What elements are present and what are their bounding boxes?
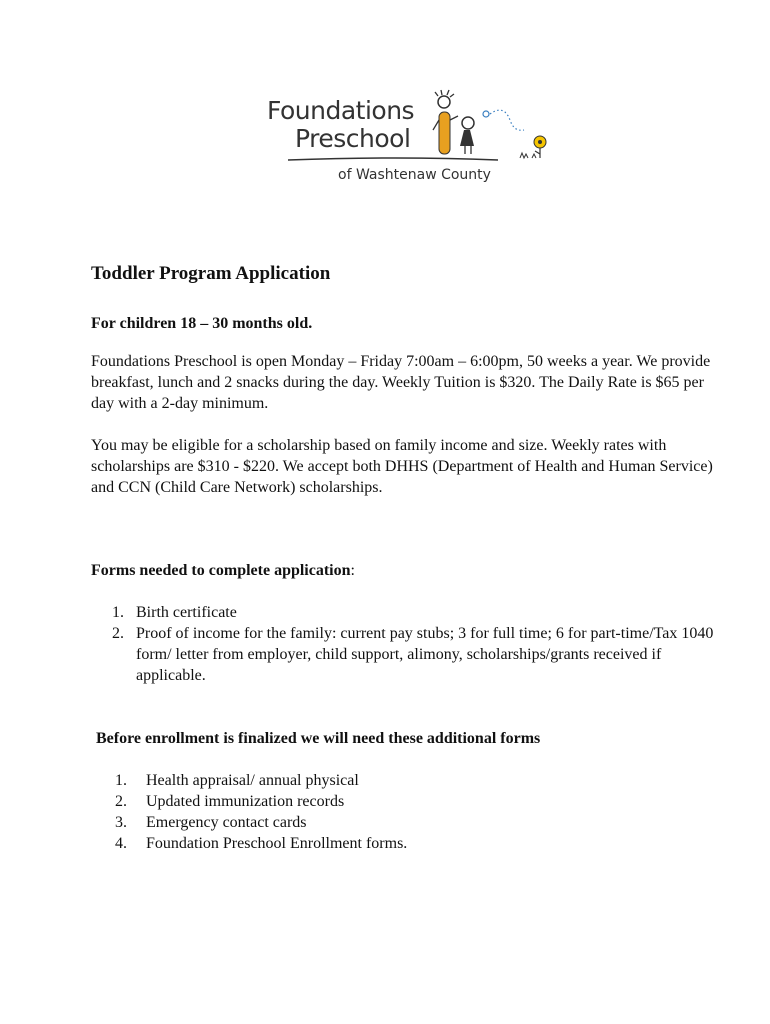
list-item-number: 1. [112, 604, 124, 621]
list-item-number: 3. [115, 814, 127, 831]
list-item-number: 2. [112, 625, 124, 642]
age-subtitle: For children 18 – 30 months old. [91, 315, 313, 332]
scholarship-paragraph: You may be eligible for a scholarship based on family income and size. Weekly rates with scholarships are $310 - $220. We accept both DHHS (Department of Health and Human Service) and CCN (Child Care Network) scholarships. [91, 437, 713, 496]
list-item-text: Health appraisal/ annual physical [146, 772, 359, 789]
list-item [91, 791, 731, 812]
list-item [91, 770, 731, 791]
list-item [91, 833, 731, 854]
list-item-number: 1. [115, 772, 127, 789]
page-title: Toddler Program Application [91, 263, 331, 284]
forms-needed-list [91, 602, 731, 686]
logo-text-foundations: Foundations [267, 96, 415, 125]
additional-forms-list [91, 770, 731, 854]
preschool-logo [258, 86, 558, 196]
forms-needed-heading-colon: : [350, 562, 355, 579]
list-item-number: 2. [115, 793, 127, 810]
forms-needed-heading [91, 560, 731, 581]
list-item-text: Proof of income for the family: current pay stubs; 3 for full time; 6 for part-time/Tax 1040 form/ letter from employer, child support, alimony, scholarships/grants received if applicable. [136, 625, 714, 684]
hours-tuition-paragraph: Foundations Preschool is open Monday – Friday 7:00am – 6:00pm, 50 weeks a year. We provide breakfast, lunch and 2 snacks during the day. Weekly Tuition is $320. The Daily Rate is $65 per day with a 2-day minimum. [91, 353, 711, 412]
list-item [91, 602, 731, 623]
list-item-text: Emergency contact cards [146, 814, 307, 831]
additional-forms-heading: Before enrollment is finalized we will need these additional forms [96, 730, 541, 747]
list-item-number: 4. [115, 835, 127, 852]
list-item-text: Foundation Preschool Enrollment forms. [146, 835, 408, 852]
logo-text-county: of Washtenaw County [338, 167, 491, 183]
document-content [91, 262, 731, 854]
logo-text-preschool: Preschool [295, 124, 411, 153]
list-item-text: Updated immunization records [146, 793, 345, 810]
forms-needed-heading-text: Forms needed to complete application [91, 562, 351, 579]
list-item [91, 623, 731, 686]
list-item [91, 812, 731, 833]
list-item-text: Birth certificate [136, 604, 237, 621]
